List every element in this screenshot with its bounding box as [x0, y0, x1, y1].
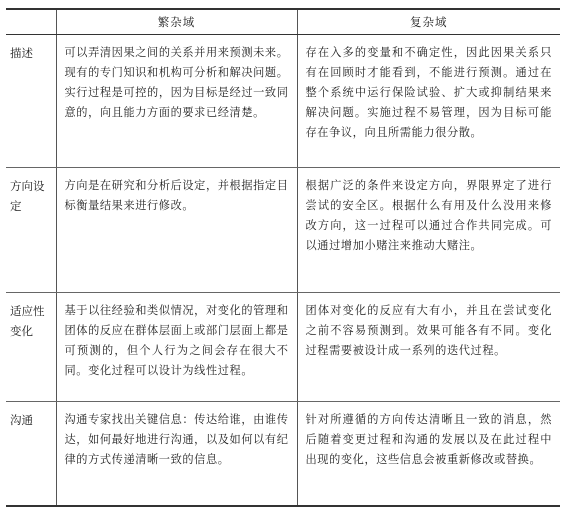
comparison-table [6, 8, 560, 507]
complex-cell [297, 168, 560, 293]
row-label: 描述 [6, 35, 56, 168]
header-blank-cell [6, 9, 56, 35]
table-row [6, 402, 560, 506]
complex-cell [297, 35, 560, 168]
table-header-row [6, 9, 560, 35]
table-row [6, 35, 560, 168]
cell-text: 团体对变化的反应有大有小，并且在尝试变化之前不容易预测到。效果可能各有不同。变化过程需要被设计成一系列的迭代过程。 [305, 304, 552, 357]
cell-text: 方向是在研究和分析后设定，并根据指定目标衡量结果来进行修改。 [64, 179, 289, 212]
cell-text: 基于以往经验和类似情况，对变化的管理和团体的反应在群体层面上或部门层面上都是可预测的，但个人行为之间会存在很大不同。变化过程可以设计为线性过程。 [64, 304, 289, 377]
row-label: 沟通 [6, 402, 56, 506]
complex-cell [297, 402, 560, 506]
table-row [6, 168, 560, 293]
header-complex-domain: 复杂域 [297, 9, 560, 35]
row-label: 适应性变化 [6, 293, 56, 402]
header-complicated-domain: 繁杂域 [56, 9, 297, 35]
cell-text: 根据广泛的条件来设定方向，界限界定了进行尝试的安全区。根据什么有用及什么没用来修改方向，这一过程可以通过合作共同完成。可以通过增加小赌注来推动大赌注。 [305, 179, 552, 252]
complex-cell [297, 293, 560, 402]
table-row [6, 293, 560, 402]
cell-text: 可以弄清因果之间的关系并用来预测未来。现有的专门知识和机构可分析和解决问题。实行过程是可控的，因为目标是经过一致同意的，向且能力方面的要求已经清楚。 [64, 46, 289, 119]
complicated-cell [56, 35, 297, 168]
complicated-cell [56, 402, 297, 506]
complicated-cell [56, 168, 297, 293]
complicated-cell [56, 293, 297, 402]
cell-text: 沟通专家找出关键信息：传达给谁，由谁传达，如何最好地进行沟通，以及如何以有纪律的方式传递清晰一致的信息。 [64, 413, 289, 466]
cell-text: 针对所遵循的方向传达清晰且一致的消息，然后随着变更过程和沟通的发展以及在此过程中出现的变化，这些信息会被重新修改或替换。 [305, 413, 552, 466]
cell-text: 存在入多的变量和不确定性，因此因果关系只有在回顾时才能看到，不能进行预测。通过在整个系统中运行保险试验、扩大或抑制结果来解决问题。实施过程不易管理，因为目标可能存在争议，向且所需能力很分散。 [305, 46, 552, 139]
row-label: 方向设定 [6, 168, 56, 293]
